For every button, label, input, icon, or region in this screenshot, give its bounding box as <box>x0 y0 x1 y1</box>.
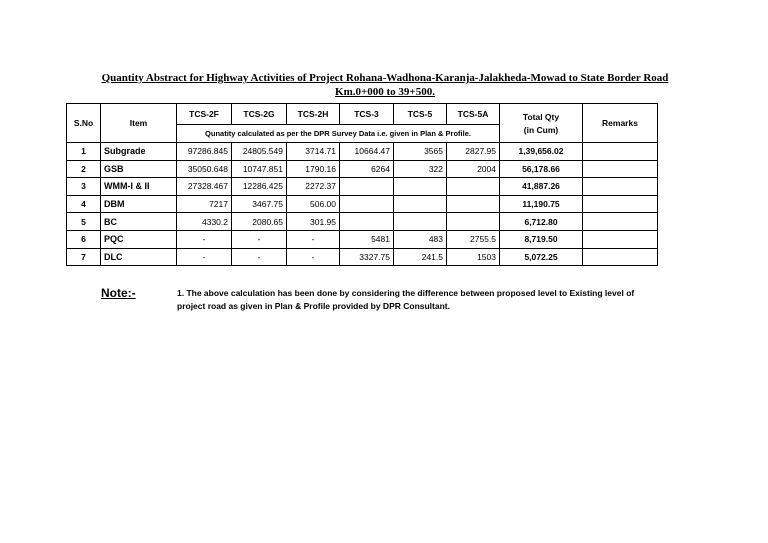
row-item: Subgrade <box>101 143 177 161</box>
row-value: - <box>232 230 287 248</box>
row-value: - <box>177 248 232 266</box>
row-item: GSB <box>101 160 177 178</box>
row-value: 97286.845 <box>177 143 232 161</box>
quantity-table <box>66 103 658 266</box>
row-remarks <box>583 230 658 248</box>
row-total: 8,719.50 <box>500 230 583 248</box>
table-row <box>67 143 658 161</box>
row-value <box>340 195 394 213</box>
header-total-qty <box>500 104 583 143</box>
row-value: - <box>232 248 287 266</box>
row-value: 2080.65 <box>232 213 287 231</box>
row-remarks <box>583 213 658 231</box>
row-total: 6,712.80 <box>500 213 583 231</box>
row-value: 1503 <box>447 248 500 266</box>
note-label: Note:- <box>101 286 136 300</box>
note-line-2: project road as given in Plan & Profile provided by DPR Consultant. <box>177 301 450 311</box>
row-item: DBM <box>101 195 177 213</box>
title-line-2: Km.0+000 to 39+500. <box>335 86 435 98</box>
header-subheader: Qunatity calculated as per the DPR Survey Data i.e. given in Plan & Profile. <box>177 125 500 143</box>
row-value: 2004 <box>447 160 500 178</box>
row-value: 4330.2 <box>177 213 232 231</box>
row-value: 2272.37 <box>287 178 340 196</box>
row-sno: 7 <box>67 248 101 266</box>
row-value: 6264 <box>340 160 394 178</box>
row-value: - <box>177 230 232 248</box>
row-value: 322 <box>394 160 447 178</box>
row-item: DLC <box>101 248 177 266</box>
table-row <box>67 178 658 196</box>
row-value: 483 <box>394 230 447 248</box>
table-row <box>67 160 658 178</box>
row-total: 56,178.66 <box>500 160 583 178</box>
table-row <box>67 248 658 266</box>
row-value: 27328.467 <box>177 178 232 196</box>
row-remarks <box>583 195 658 213</box>
row-total: 11,190.75 <box>500 195 583 213</box>
row-sno: 5 <box>67 213 101 231</box>
row-value <box>447 178 500 196</box>
row-value: 24805.549 <box>232 143 287 161</box>
row-value <box>340 213 394 231</box>
note-text <box>177 287 657 313</box>
row-remarks <box>583 160 658 178</box>
row-remarks <box>583 248 658 266</box>
row-value: 2827.95 <box>447 143 500 161</box>
header-tcs-2f: TCS-2F <box>177 104 232 125</box>
row-value: 5481 <box>340 230 394 248</box>
header-tcs-5a: TCS-5A <box>447 104 500 125</box>
header-tcs-5: TCS-5 <box>394 104 447 125</box>
row-item: BC <box>101 213 177 231</box>
title-line-1: Quantity Abstract for Highway Activities of Project Rohana-Wadhona-Karanja-Jalakheda-Mowad to State Border Road <box>101 72 669 84</box>
row-value: 10747.851 <box>232 160 287 178</box>
row-sno: 1 <box>67 143 101 161</box>
header-total-line2: (in Cum) <box>523 124 559 135</box>
row-value: 35050.648 <box>177 160 232 178</box>
header-tcs-3: TCS-3 <box>340 104 394 125</box>
row-value <box>394 178 447 196</box>
row-value <box>447 213 500 231</box>
row-remarks <box>583 143 658 161</box>
row-item: PQC <box>101 230 177 248</box>
row-value: 2755.5 <box>447 230 500 248</box>
row-remarks <box>583 178 658 196</box>
header-total-line1: Total Qty <box>522 111 560 122</box>
row-total: 5,072.25 <box>500 248 583 266</box>
table-row <box>67 213 658 231</box>
row-sno: 6 <box>67 230 101 248</box>
row-value: 3565 <box>394 143 447 161</box>
row-value <box>394 195 447 213</box>
row-value: 12286.425 <box>232 178 287 196</box>
row-value <box>340 178 394 196</box>
row-value: 301.95 <box>287 213 340 231</box>
row-value: 3327.75 <box>340 248 394 266</box>
header-item: Item <box>101 104 177 143</box>
row-value: 7217 <box>177 195 232 213</box>
row-value: 3714.71 <box>287 143 340 161</box>
header-tcs-2g: TCS-2G <box>232 104 287 125</box>
row-value <box>394 213 447 231</box>
row-sno: 3 <box>67 178 101 196</box>
note-line-1: 1. The above calculation has been done by considering the difference between proposed level to Existing level of <box>177 288 635 298</box>
table-row <box>67 195 658 213</box>
header-sno: S.No <box>67 104 101 143</box>
row-value: - <box>287 248 340 266</box>
row-value: 506.00 <box>287 195 340 213</box>
row-value: 3467.75 <box>232 195 287 213</box>
row-value: 1790.16 <box>287 160 340 178</box>
row-sno: 4 <box>67 195 101 213</box>
header-remarks: Remarks <box>583 104 658 143</box>
row-value <box>447 195 500 213</box>
header-tcs-2h: TCS-2H <box>287 104 340 125</box>
row-total: 41,887.26 <box>500 178 583 196</box>
row-value: 10664.47 <box>340 143 394 161</box>
row-item: WMM-I & II <box>101 178 177 196</box>
row-value: 241.5 <box>394 248 447 266</box>
row-value: - <box>287 230 340 248</box>
row-sno: 2 <box>67 160 101 178</box>
table-row <box>67 230 658 248</box>
row-total: 1,39,656.02 <box>500 143 583 161</box>
